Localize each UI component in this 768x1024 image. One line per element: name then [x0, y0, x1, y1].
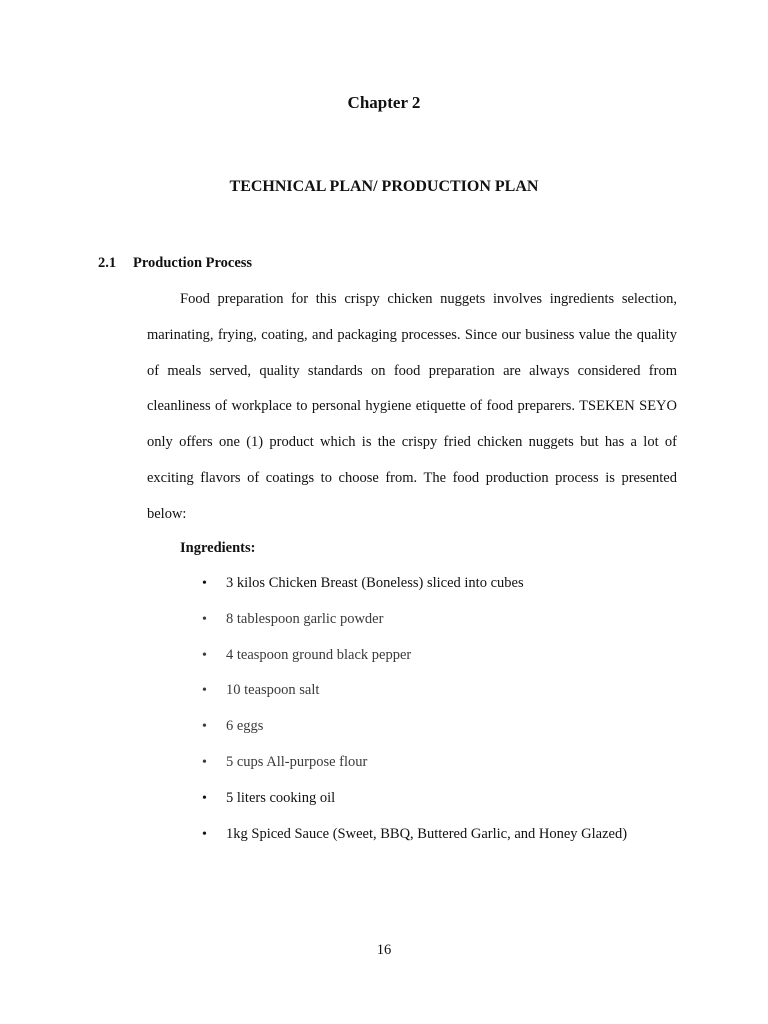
ingredients-list — [200, 566, 700, 852]
bullet-icon: • — [202, 719, 207, 735]
section-number: 2.1 — [98, 255, 117, 271]
list-item — [200, 638, 700, 674]
bullet-icon: • — [202, 826, 207, 842]
bullet-icon: • — [202, 576, 207, 591]
section-title: Production Process — [133, 255, 253, 271]
list-item — [200, 673, 700, 709]
ingredient-text: 6 eggs — [226, 718, 264, 735]
ingredient-text: 4 teaspoon ground black pepper — [226, 646, 412, 663]
section-heading — [98, 255, 252, 272]
ingredient-text: 8 tablespoon garlic powder — [226, 610, 384, 627]
plan-title: TECHNICAL PLAN/ PRODUCTION PLAN — [229, 178, 539, 195]
ingredients-label: Ingredients: — [180, 540, 256, 556]
ingredient-text: 5 liters cooking oil — [226, 789, 336, 806]
ingredient-text: 1kg Spiced Sauce (Sweet, BBQ, Buttered Garlic, and Honey Glazed) — [226, 825, 628, 842]
list-item — [200, 602, 700, 638]
list-item — [200, 817, 700, 853]
bullet-icon: • — [202, 790, 207, 806]
list-item — [200, 566, 700, 602]
bullet-icon: • — [202, 754, 207, 770]
bullet-icon: • — [202, 611, 207, 627]
list-item — [200, 709, 700, 745]
page-number: 16 — [376, 942, 392, 958]
ingredient-text: 10 teaspoon salt — [226, 682, 320, 699]
bullet-icon: • — [202, 647, 207, 663]
list-item — [200, 745, 700, 781]
list-item — [200, 781, 700, 817]
chapter-title: Chapter 2 — [347, 93, 421, 112]
bullet-icon: • — [202, 683, 207, 699]
production-paragraph: Food preparation for this crispy chicken nuggets involves ingredients selection, marinating, frying, coating, and packaging processes. Since our business value the quality of meals served, quality standards on food preparation are always considered from cleanliness of workplace to personal hygiene etiquette of food preparers. TSEKEN SEYO only offers one (1) product which is the crispy fried chicken nuggets but has a lot of exciting flavors of coatings to choose from. The food production process is presented below: — [147, 291, 677, 522]
ingredient-text: 3 kilos Chicken Breast (Boneless) sliced into cubes — [226, 575, 524, 591]
ingredient-text: 5 cups All-purpose flour — [226, 753, 368, 770]
